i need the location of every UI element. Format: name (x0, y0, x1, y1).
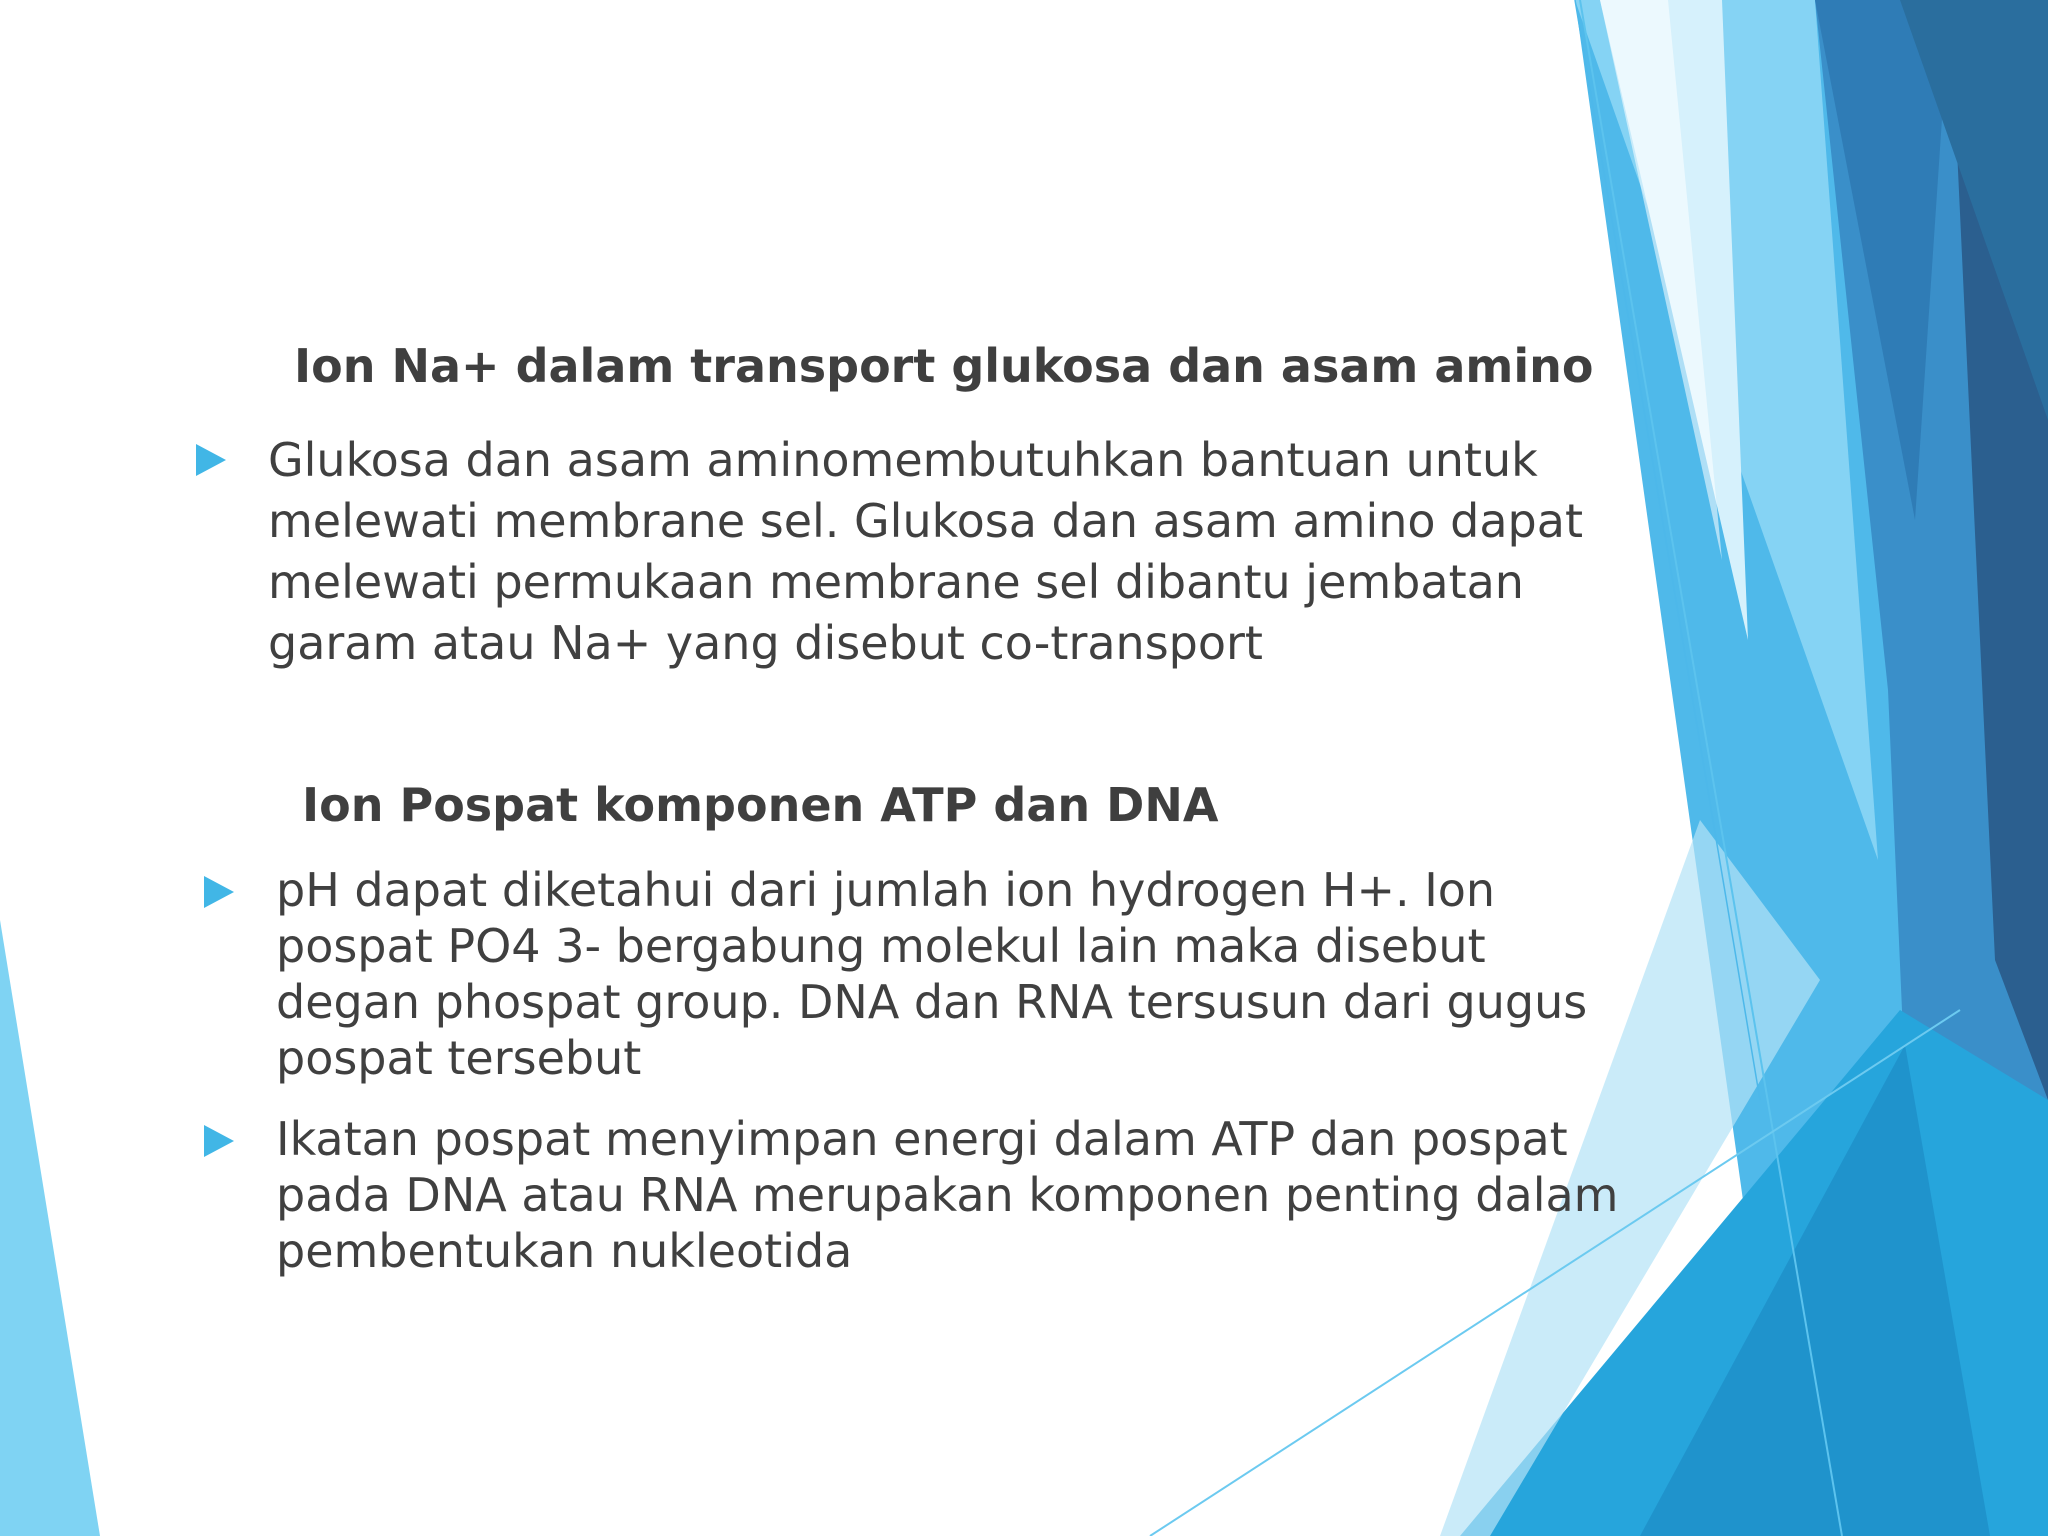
bullet-item (196, 430, 1616, 674)
bullet-item (204, 1111, 1624, 1279)
bullet-arrow-icon (204, 876, 234, 908)
bullet-text: Ikatan pospat menyimpan energi dalam ATP dan pospat pada DNA atau RNA merupakan komponen penting dalam pembentukan nukleotida (276, 1112, 1619, 1278)
bullet-item (204, 862, 1624, 1086)
bullet-text: Glukosa dan asam aminomembutuhkan bantuan untuk melewati membrane sel. Glukosa dan asam amino dapat melewati permukaan membrane sel dibantu jembatan garam atau Na+ yang disebut co-transport (268, 433, 1583, 670)
bullet-arrow-icon (204, 1125, 234, 1157)
section-heading-na-ion: Ion Na+ dalam transport glukosa dan asam amino (294, 339, 1594, 393)
bullet-text: pH dapat diketahui dari jumlah ion hydrogen H+. Ion pospat PO4 3- bergabung molekul lain maka disebut degan phospat group. DNA dan RNA tersusun dari gugus pospat tersebut (276, 863, 1588, 1085)
section-heading-pospat-ion: Ion Pospat komponen ATP dan DNA (302, 778, 1219, 832)
bullet-arrow-icon (196, 444, 226, 476)
